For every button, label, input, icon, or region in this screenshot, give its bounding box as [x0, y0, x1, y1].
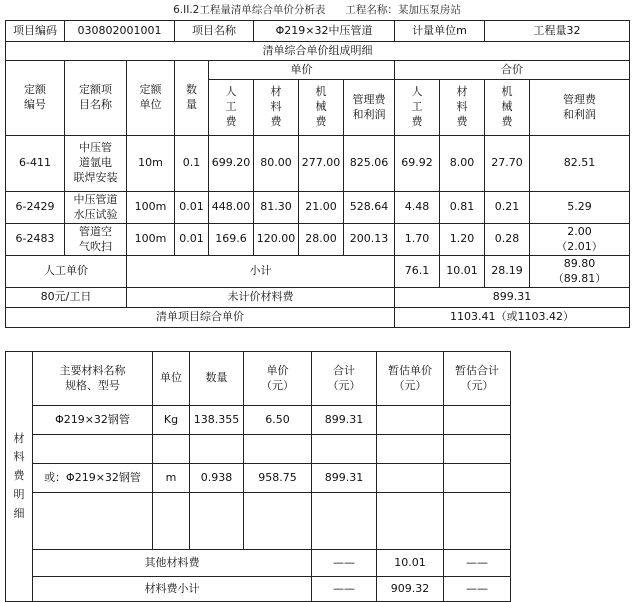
table-row	[6, 224, 630, 256]
composition-title: 清单综合单价组成明细	[6, 42, 630, 61]
subtotal-material: 10.01	[440, 256, 485, 288]
col-unit-price: 单价	[209, 61, 395, 80]
quota-name: 管道空 气吹扫	[65, 224, 127, 256]
quota-name: 中压管 道氩电 联焊安装	[65, 136, 127, 192]
unpriced-material-value: 899.31	[395, 288, 630, 308]
labor-unit-price-label: 人工单价	[6, 256, 127, 288]
table-row	[6, 464, 511, 493]
subtotal-mgmt: 89.80 （89.81）	[530, 256, 630, 288]
unit-price-analysis-table	[5, 20, 630, 328]
subtotal-labor: 76.1	[395, 256, 440, 288]
header-row	[6, 21, 630, 42]
quantity: 0.01	[175, 224, 209, 256]
col-quota-unit: 定额 单位	[127, 61, 175, 136]
other-material-row	[6, 550, 511, 577]
est-total-cell	[444, 464, 511, 493]
other-material-label: 其他材料费	[33, 550, 312, 577]
material-subtotal-dash: ——	[312, 577, 377, 602]
subtotal-machine: 28.19	[485, 256, 530, 288]
mgmt-price: 200.13	[344, 224, 395, 256]
material-price: 6.50	[244, 406, 312, 435]
table-row	[6, 136, 630, 192]
quota-no: 6-2429	[6, 192, 65, 224]
unpriced-material-label: 未计价材料费	[127, 288, 395, 308]
col-est-price: 暂估单价 （元）	[377, 352, 444, 406]
material-name: 或：Φ219×32钢管	[33, 464, 153, 493]
material-subtotal-value: 909.32	[377, 577, 444, 602]
material-detail-side-label: 材 料 费 明 细	[6, 352, 33, 602]
other-material-dash: ——	[312, 550, 377, 577]
quota-no: 6-2483	[6, 224, 65, 256]
col-est-total: 暂估合计 （元）	[444, 352, 511, 406]
mgmt-total: 5.29	[530, 192, 630, 224]
col-qty: 数量	[190, 352, 244, 406]
table-row	[6, 406, 511, 435]
material-qty: 0.938	[190, 464, 244, 493]
labor-price: 448.00	[209, 192, 254, 224]
subtotal-row	[6, 256, 630, 288]
quantity: 0.1	[175, 136, 209, 192]
col-unit: 单位	[153, 352, 190, 406]
material-total: 8.00	[440, 136, 485, 192]
col-quota-no: 定额 编号	[6, 61, 65, 136]
machine-price: 277.00	[299, 136, 344, 192]
col-total-mgmt: 管理费 和利润	[530, 80, 630, 136]
col-quota-name: 定额项 目名称	[65, 61, 127, 136]
labor-price-value: 80元/工日	[6, 288, 127, 308]
composite-price-label: 清单项目综合单价	[6, 308, 395, 328]
col-total-price: 合价	[395, 61, 630, 80]
est-total-cell	[444, 406, 511, 435]
project-code-label: 项目编码	[6, 21, 65, 42]
material-unit: Kg	[153, 406, 190, 435]
sheet-caption: 6.II.2工程量清单综合单价分析表 工程名称：某加压泵房站	[173, 4, 461, 16]
machine-total: 27.70	[485, 136, 530, 192]
material-total: 0.81	[440, 192, 485, 224]
machine-price: 28.00	[299, 224, 344, 256]
material-name: Φ219×32钢管	[33, 406, 153, 435]
quota-no: 6-411	[6, 136, 65, 192]
quantity-label: 工程量32	[485, 21, 630, 42]
machine-total: 0.28	[485, 224, 530, 256]
project-code-value: 030802001001	[65, 21, 175, 42]
col-mgmt: 管理费 和利润	[344, 80, 395, 136]
mgmt-price: 528.64	[344, 192, 395, 224]
material-price: 80.00	[254, 136, 299, 192]
col-material: 材 料 费	[254, 80, 299, 136]
project-name-label: 项目名称	[175, 21, 254, 42]
material-qty: 138.355	[190, 406, 244, 435]
material-price: 81.30	[254, 192, 299, 224]
quota-unit: 100m	[127, 192, 175, 224]
other-material-value: 10.01	[377, 550, 444, 577]
material-price: 958.75	[244, 464, 312, 493]
quota-unit: 100m	[127, 224, 175, 256]
col-material-name: 主要材料名称 规格、型号	[33, 352, 153, 406]
col-labor: 人 工 费	[209, 80, 254, 136]
est-price-cell	[377, 464, 444, 493]
composite-price-row	[6, 308, 630, 328]
est-price-cell	[377, 406, 444, 435]
mgmt-price: 825.06	[344, 136, 395, 192]
labor-price: 169.6	[209, 224, 254, 256]
labor-total: 4.48	[395, 192, 440, 224]
table-row	[6, 192, 630, 224]
col-price: 单价 （元）	[244, 352, 312, 406]
table-row	[6, 493, 511, 550]
col-total: 合计 （元）	[312, 352, 377, 406]
machine-price: 21.00	[299, 192, 344, 224]
material-total: 899.31	[312, 406, 377, 435]
machine-total: 0.21	[485, 192, 530, 224]
material-price: 120.00	[254, 224, 299, 256]
quota-name: 中压管道 水压试验	[65, 192, 127, 224]
material-subtotal-label: 材料费小计	[33, 577, 312, 602]
mgmt-total: 2.00 （2.01）	[530, 224, 630, 256]
unpriced-material-row	[6, 288, 630, 308]
col-machine: 机 械 费	[299, 80, 344, 136]
material-subtotal-row	[6, 577, 511, 602]
material-subtotal-est-dash: ——	[444, 577, 511, 602]
quota-unit: 10m	[127, 136, 175, 192]
col-total-material: 材 料 费	[440, 80, 485, 136]
labor-price: 699.20	[209, 136, 254, 192]
material-total: 899.31	[312, 464, 377, 493]
col-total-labor: 人 工 费	[395, 80, 440, 136]
labor-total: 69.92	[395, 136, 440, 192]
col-total-machine: 机 械 费	[485, 80, 530, 136]
material-total: 1.20	[440, 224, 485, 256]
col-quantity: 数 量	[175, 61, 209, 136]
labor-total: 1.70	[395, 224, 440, 256]
subtotal-label: 小计	[127, 256, 395, 288]
mgmt-total: 82.51	[530, 136, 630, 192]
composite-price-value: 1103.41（或1103.42）	[395, 308, 630, 328]
material-unit: m	[153, 464, 190, 493]
unit-label: 计量单位m	[395, 21, 485, 42]
other-material-est-dash: ——	[444, 550, 511, 577]
quantity: 0.01	[175, 192, 209, 224]
material-detail-table	[5, 351, 511, 602]
table-row	[6, 435, 511, 464]
project-name-value: Φ219×32中压管道	[254, 21, 395, 42]
